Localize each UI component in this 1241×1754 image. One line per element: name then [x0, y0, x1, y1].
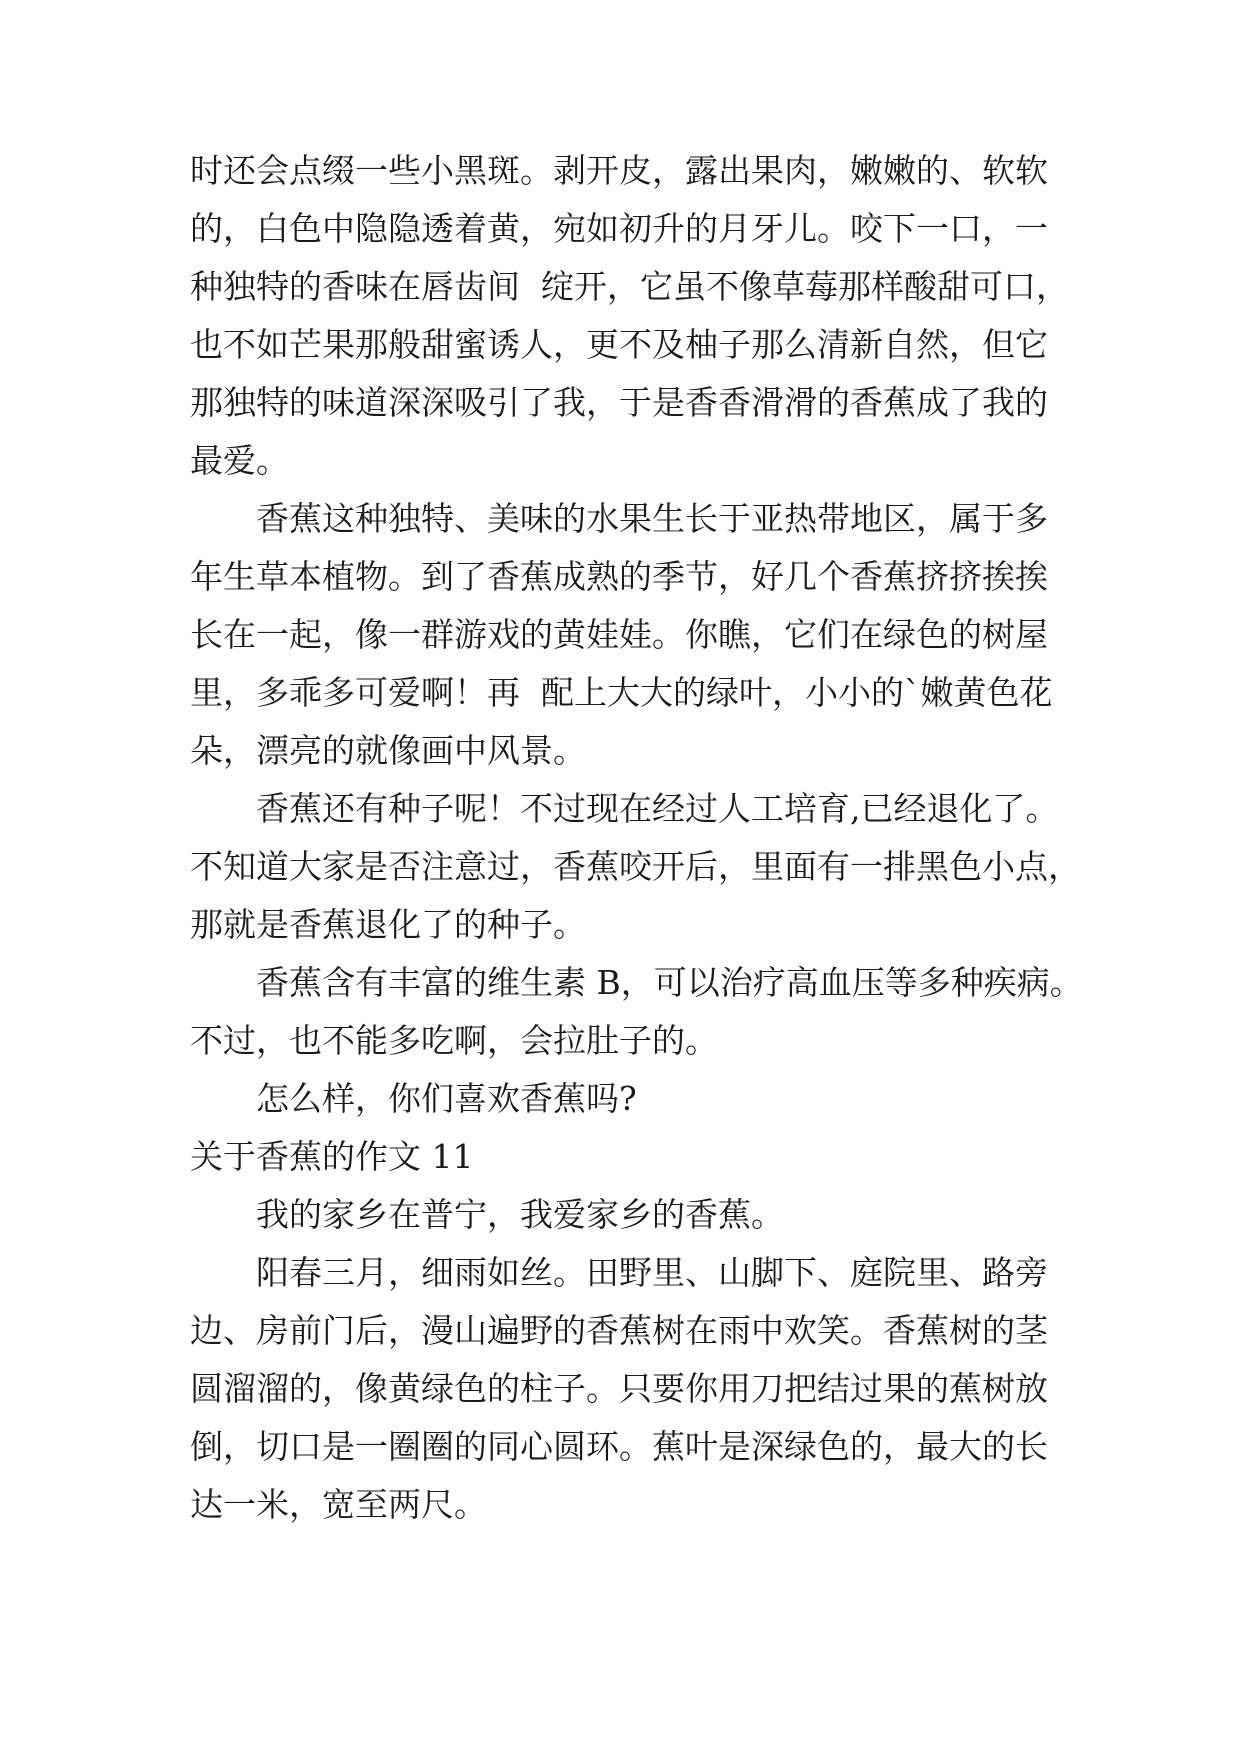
document-body [190, 142, 1083, 1534]
paragraph-spring [190, 1244, 1070, 1534]
text-line: 边、房前门后，漫山遍野的香蕉树在雨中欢笑。香蕉树的茎 [190, 1311, 1048, 1350]
paragraph-banana-description [190, 142, 1070, 490]
text-line: 里，多乖多可爱啊！再 配上大大的绿叶，小小的`嫩黄色花 [190, 673, 1053, 712]
text-line: 最爱。 [190, 441, 289, 480]
text-line: 不知道大家是否注意过，香蕉咬开后，里面有一排黑色小点， [190, 847, 1081, 886]
text-line: 不过，也不能多吃啊，会拉肚子的。 [190, 1021, 718, 1060]
text-line: 那独特的味道深深吸引了我，于是香香滑滑的香蕉成了我的 [190, 383, 1048, 422]
text-line: 圆溜溜的，像黄绿色的柱子。只要你用刀把结过果的蕉树放 [190, 1369, 1048, 1408]
text-line: 香蕉含有丰富的维生素 B，可以治疗高血压等多种疾病。 [256, 963, 1083, 1002]
text-line: 倒，切口是一圈圈的同心圆环。蕉叶是深绿色的，最大的长 [190, 1427, 1048, 1466]
text-line: 那就是香蕉退化了的种子。 [190, 905, 586, 944]
text-line: 的，白色中隐隐透着黄，宛如初升的月牙儿。咬下一口，一 [190, 209, 1048, 248]
heading-line: 关于香蕉的作文 11 [190, 1137, 474, 1176]
paragraph-question [190, 1070, 1070, 1128]
text-line: 香蕉还有种子呢！不过现在经过人工培育,已经退化了。 [256, 789, 1059, 828]
text-line: 时还会点缀一些小黑斑。剥开皮，露出果肉，嫩嫩的、软软 [190, 151, 1048, 190]
text-line: 阳春三月，细雨如丝。田野里、山脚下、庭院里、路旁 [256, 1253, 1048, 1292]
paragraph-banana-growth [190, 490, 1070, 780]
paragraph-hometown [190, 1186, 1070, 1244]
text-line: 香蕉这种独特、美味的水果生长于亚热带地区，属于多 [256, 499, 1048, 538]
paragraph-banana-seeds [190, 780, 1081, 954]
text-line: 长在一起，像一群游戏的黄娃娃。你瞧，它们在绿色的树屋 [190, 615, 1048, 654]
text-line: 达一米，宽至两尺。 [190, 1485, 487, 1524]
text-line: 年生草本植物。到了香蕉成熟的季节，好几个香蕉挤挤挨挨 [190, 557, 1048, 596]
paragraph-banana-nutrition [190, 954, 1083, 1070]
essay-heading [190, 1128, 1070, 1186]
text-line: 朵，漂亮的就像画中风景。 [190, 731, 586, 770]
text-line: 我的家乡在普宁，我爱家乡的香蕉。 [256, 1195, 784, 1234]
text-line: 怎么样，你们喜欢香蕉吗? [256, 1079, 637, 1118]
text-line: 也不如芒果那般甜蜜诱人，更不及柚子那么清新自然，但它 [190, 325, 1048, 364]
text-line: 种独特的香味在唇齿间 绽开，它虽不像草莓那样酸甜可口， [190, 267, 1069, 306]
